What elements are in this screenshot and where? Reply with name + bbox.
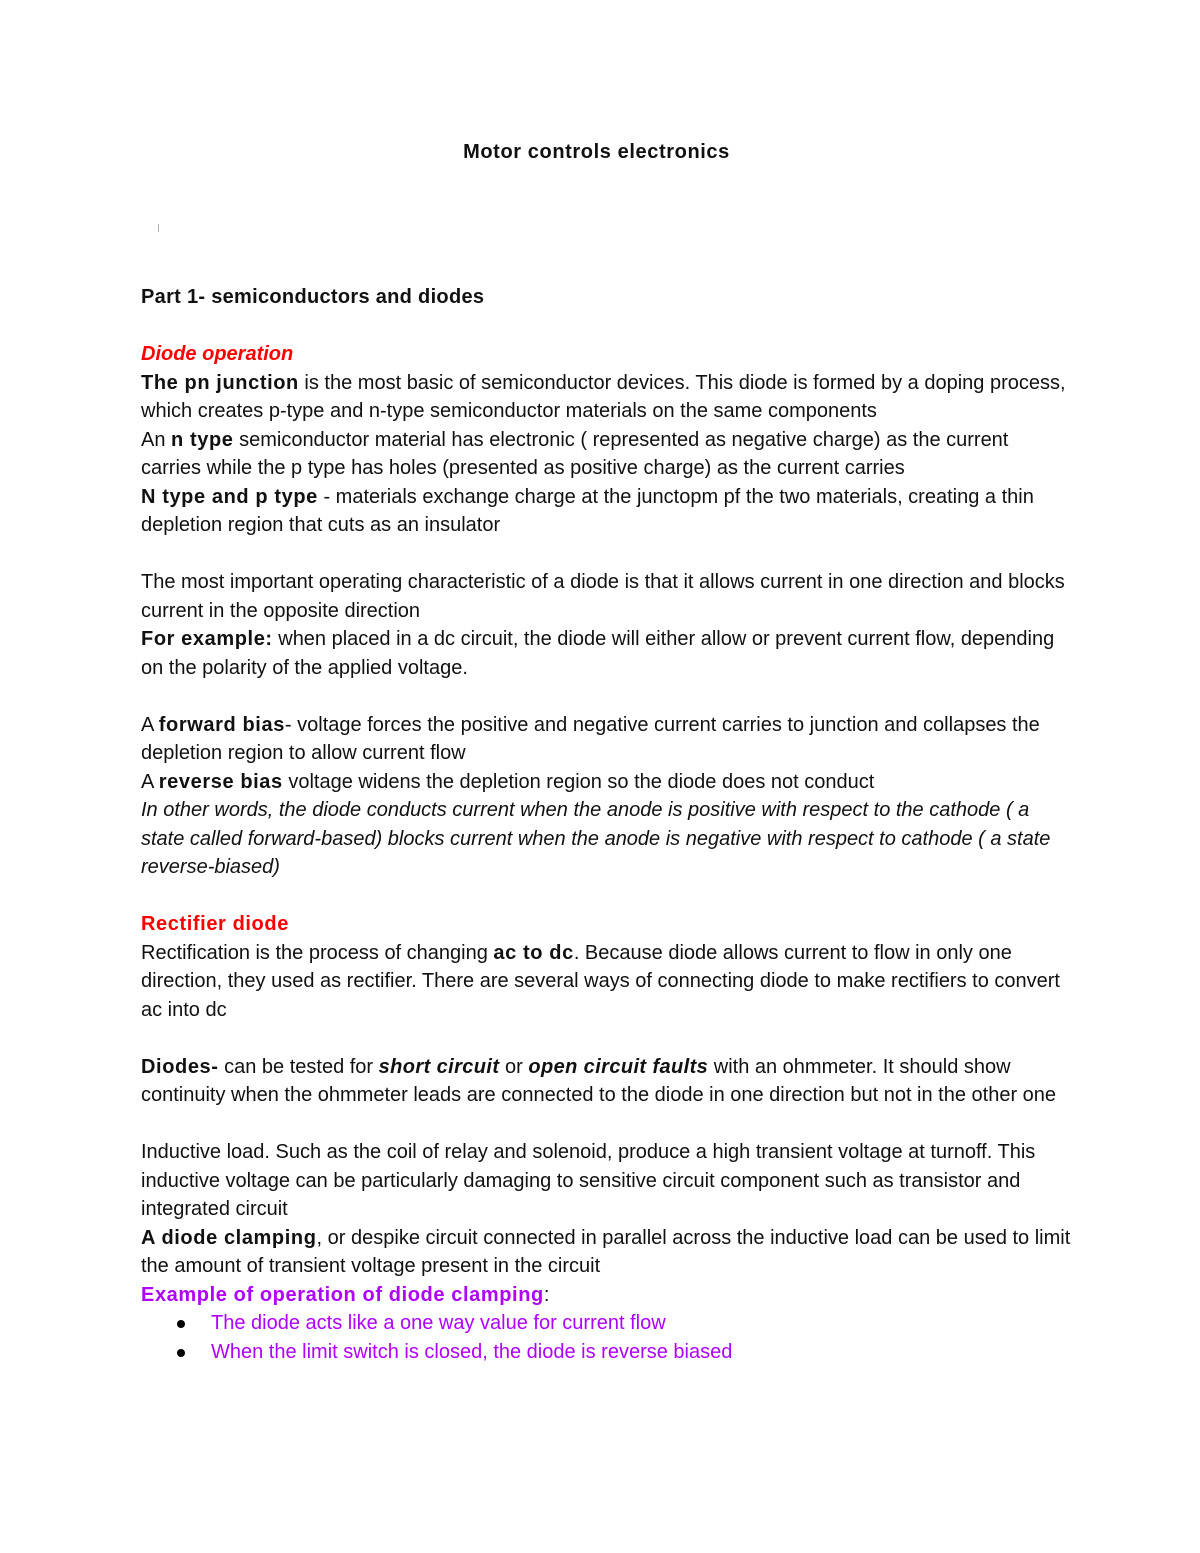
n-type-text: semiconductor material has electronic ( represented as negative charge) as the current carries while the p type has holes (presented as positive charge) as the current carries — [141, 428, 1009, 479]
important-characteristic-paragraph: The most important operating characteristic of a diode is that it allows current in one direction and blocks current in the opposite direction — [141, 571, 1065, 622]
forward-bias-paragraph — [141, 711, 1071, 768]
cursor-mark — [158, 224, 159, 232]
diodes-test-paragraph — [141, 1053, 1071, 1110]
diodes-term: Diodes- — [141, 1055, 219, 1078]
diodes-test-text-2: with an ohmmeter. It should show continuity when the ohmmeter leads are connected to the diode in one direction but not in the other one — [141, 1055, 1057, 1106]
forward-bias-prefix: A — [141, 713, 159, 736]
short-circuit-term: short circuit — [378, 1055, 500, 1078]
part-heading: Part 1- semiconductors and diodes — [141, 286, 485, 308]
pn-junction-text: is the most basic of semiconductor devices. This diode is formed by a doping process, which creates p-type and n-type semiconductor materials on the same components — [141, 371, 1066, 422]
pn-junction-term: The pn junction — [141, 371, 299, 394]
reverse-bias-term: reverse bias — [158, 770, 283, 793]
n-type-paragraph — [141, 426, 1071, 483]
rectification-text-1: Rectification is the process of changing — [141, 941, 494, 964]
diode-clamping-term: A diode clamping — [141, 1226, 317, 1249]
list-item — [141, 1338, 1071, 1367]
reverse-bias-prefix: A — [141, 770, 159, 793]
clamping-example-heading: Example of operation of diode clamping — [141, 1283, 544, 1306]
diode-clamping-paragraph — [141, 1224, 1071, 1281]
np-type-text: - materials exchange charge at the junctopm pf the two materials, creating a thin depletion region that cuts as an insulator — [141, 485, 1034, 536]
diodes-test-text-1: can be tested for — [218, 1055, 379, 1078]
clamping-example-colon: : — [543, 1283, 550, 1306]
clamping-example-list — [141, 1309, 1071, 1366]
forward-bias-text: - voltage forces the positive and negative current carries to junction and collapses the depletion region to allow current flow — [141, 713, 1040, 764]
example-term: For example: — [141, 628, 273, 650]
np-type-paragraph — [141, 483, 1071, 540]
list-item-text: The diode acts like a one way value for current flow — [211, 1312, 666, 1334]
example-text: when placed in a dc circuit, the diode will either allow or prevent current flow, depending on the polarity of the applied voltage. — [141, 628, 1055, 679]
example-paragraph — [141, 625, 1071, 682]
n-type-prefix: An — [141, 428, 172, 451]
n-type-term: n type — [171, 428, 234, 451]
clamping-example-heading-line — [141, 1281, 1071, 1310]
diode-clamping-text: , or despike circuit connected in parallel across the inductive load can be used to limit the amount of transient voltage present in the circuit — [141, 1226, 1071, 1277]
inductive-load-paragraph: Inductive load. Such as the coil of relay and solenoid, produce a high transient voltage at turnoff. This inductive voltage can be particularly damaging to sensitive circuit component such as transistor and integrated circuit — [141, 1141, 1036, 1220]
bullet-icon — [177, 1349, 185, 1357]
document-body — [141, 283, 1071, 1366]
rectification-text-2: . Because diode allows current to flow in only one direction, they used as rectifier. There are several ways of connecting diode to make rectifiers to convert ac into dc — [141, 941, 1060, 1021]
ac-to-dc-term: ac to dc — [493, 941, 574, 964]
np-type-term: N type and p type — [141, 485, 318, 508]
list-item — [141, 1309, 1071, 1338]
list-item-text: When the limit switch is closed, the diode is reverse biased — [211, 1340, 733, 1363]
document-title: Motor controls electronics — [463, 141, 730, 163]
forward-bias-term: forward bias — [158, 713, 285, 736]
rectification-paragraph — [141, 939, 1071, 1025]
bullet-icon — [177, 1320, 185, 1328]
reverse-bias-text: voltage widens the depletion region so the diode does not conduct — [282, 770, 875, 793]
reverse-bias-paragraph — [141, 768, 1071, 797]
rectifier-diode-heading: Rectifier diode — [141, 913, 289, 935]
other-words-paragraph: In other words, the diode conducts current when the anode is positive with respect to the cathode ( a state called forward-based) blocks current when the anode is negative with respect to cathode ( a state reverse-biased) — [141, 799, 1051, 878]
open-circuit-term: open circuit faults — [528, 1055, 709, 1078]
diodes-test-or: or — [499, 1055, 529, 1078]
pn-junction-paragraph — [141, 369, 1071, 426]
diode-operation-heading: Diode operation — [141, 343, 294, 365]
